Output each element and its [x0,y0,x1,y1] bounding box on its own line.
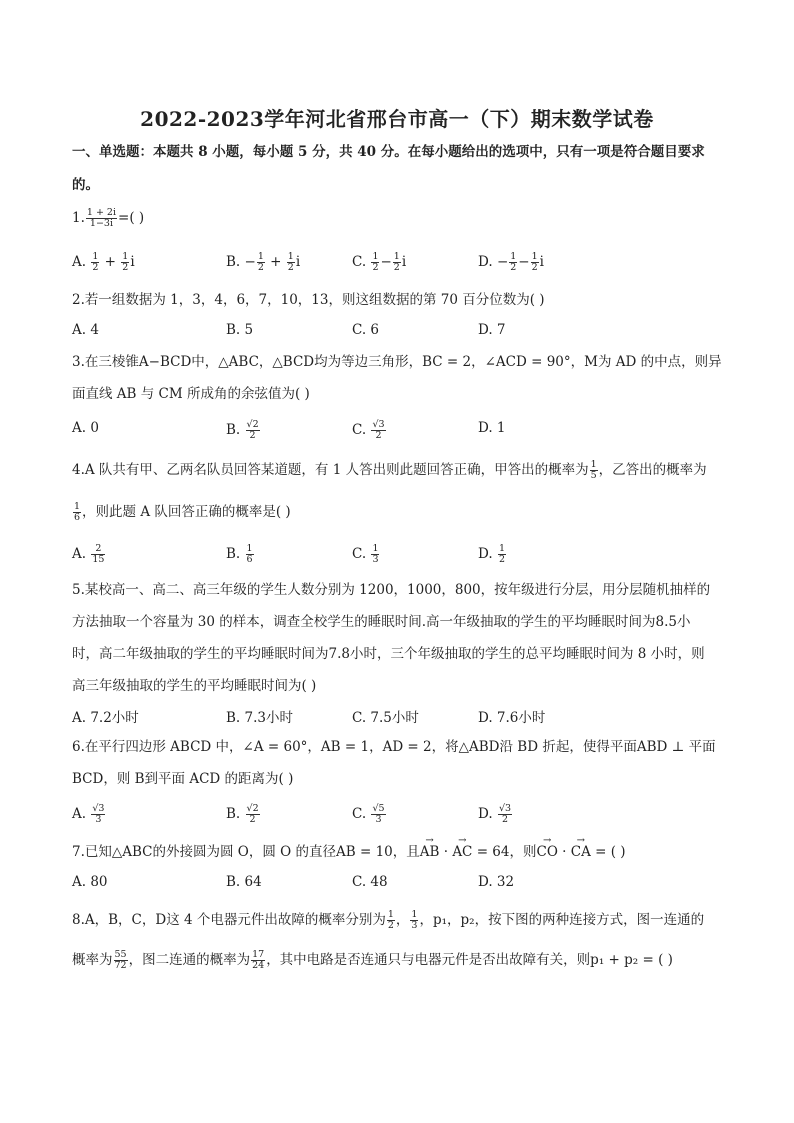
question-4-cont: $\frac{1}{6}$ ，则此题 A 队回答正确的概率是( ) [74,501,291,523]
option-b[interactable]: B. $\frac{√2}{2}$ [226,803,259,825]
option-a[interactable]: A. $\frac{2}{15}$ [72,543,105,565]
question-2: 2.若一组数据为 1，3，4，6，7，10，13，则这组数据的第 70 百分位数为( ) [72,292,545,308]
question-5-cont-3: 高三年级抽取的学生的平均睡眠时间为( ) [72,678,317,694]
fraction [86,208,117,229]
page-title: 2022-2023学年河北省邢台市高一（下）期末数学试卷 [140,107,654,131]
option-c[interactable]: C. $\frac{1}{3}$ [352,543,379,565]
question-3: 3.在三棱锥A−BCD中，△ABC，△BCD均为等边三角形，BC = 2，∠ACD = 90°，M为 AD 的中点，则异 [72,354,722,370]
option-c[interactable]: C. $\frac{1}{2}$ − $\frac{1}{2}$ i [352,251,407,273]
option-a[interactable]: A. 7.2小时 [72,710,139,726]
option-d[interactable]: D. $\frac{√3}{2}$ [478,803,512,825]
question-5-options [72,706,732,730]
question-3-options [72,420,732,444]
question-2-options [72,322,732,346]
option-d[interactable]: D. $\frac{1}{2}$ [478,543,505,565]
option-c[interactable]: C. 48 [352,874,388,890]
question-5-cont-1: 方法抽取一个容量为 30 的样本，调查全校学生的睡眠时间.高一年级抽取的学生的平均睡眠时间为8.5小 [72,614,691,630]
question-4-options [72,544,732,568]
option-d[interactable]: D. 7 [478,322,506,338]
question-tail: =( ) [118,210,145,226]
question-6-cont: BCD，则 B到平面 ACD 的距离为( ) [72,771,294,787]
option-d[interactable]: D. − $\frac{1}{2}$ − $\frac{1}{2}$ i [478,251,544,273]
option-a[interactable]: A. 80 [72,874,108,890]
option-d[interactable]: D. 32 [478,874,515,890]
question-8: 8.A，B，C，D这 4 个电器元件出故障的概率分别为 $\frac{1}{2}$ ， $\frac{1}{3}$ ，p₁，p₂，按下图的两种连接方式，图一连通的 [72,909,705,931]
option-b[interactable]: B. − $\frac{1}{2}$ + $\frac{1}{2}$ i [226,251,301,273]
section-instructions-cont: 的。 [72,177,99,193]
vector-co: → CO [536,842,557,862]
numerator: 1 + 2i [86,207,117,218]
question-6-options [72,804,732,828]
section-instructions: 一、单选题：本题共 8 小题，每小题 5 分，共 40 分。在每小题给出的选项中，只有一项是符合题目要求 [72,144,705,160]
question-7-options [72,874,732,898]
option-a[interactable]: A. 0 [72,420,99,436]
option-c[interactable]: C. $\frac{√3}{2}$ [352,419,385,441]
option-b[interactable]: B. $\frac{1}{6}$ [226,543,253,565]
option-a[interactable]: A. 4 [72,322,99,338]
question-1-options [72,252,732,276]
vector-ac: → AC [452,842,472,862]
option-b[interactable]: B. 7.3小时 [226,710,293,726]
option-b[interactable]: B. 64 [226,874,262,890]
option-a[interactable]: A. $\frac{√3}{3}$ [72,803,105,825]
question-5: 5.某校高一、高二、高三年级的学生人数分别为 1200，1000，800，按年级进行分层，用分层随机抽样的 [72,582,711,598]
question-1 [72,208,732,229]
question-5-cont-2: 时，高二年级抽取的学生的平均睡眠时间为7.8小时，三个年级抽取的学生的总平均睡眠时间为 8 小时，则 [72,646,705,662]
question-7: 7.已知△ABC的外接圆为圆 O，圆 O 的直径AB = 10，且→ AB · → AC = 64，则→ CO · → CA = ( ) [72,842,732,862]
vector-ca: → CA [571,842,591,862]
denominator: 1−3i [89,218,113,229]
option-b[interactable]: B. $\frac{√2}{2}$ [226,419,259,441]
option-c[interactable]: C. 7.5小时 [352,710,419,726]
question-number: 1. [72,210,85,226]
option-a[interactable]: A. $\frac{1}{2}$ + $\frac{1}{2}$ i [72,251,135,273]
option-b[interactable]: B. 5 [226,322,254,338]
vector-ab: → AB [420,842,440,862]
option-d[interactable]: D. 1 [478,420,506,436]
question-3-cont: 面直线 AB 与 CM 所成角的余弦值为( ) [72,386,310,402]
option-c[interactable]: C. $\frac{√5}{3}$ [352,803,385,825]
question-6: 6.在平行四边形 ABCD 中，∠A = 60°，AB = 1，AD = 2，将△ABD沿 BD 折起，使得平面ABD ⊥ 平面 [72,739,716,755]
question-4: 4.A 队共有甲、乙两名队员回答某道题，有 1 人答出则此题回答正确，甲答出的概率为 $\frac{1}{5}$ ，乙答出的概率为 [72,459,707,481]
option-c[interactable]: C. 6 [352,322,380,338]
option-d[interactable]: D. 7.6小时 [478,710,546,726]
question-8-cont: 概率为 $\frac{55}{72}$ ，图二连通的概率为 $\frac{17}{24}$ ，其中电路是否连通只与电器元件是否出故障有关，则p₁ + p₂ = ( ) [72,949,673,971]
